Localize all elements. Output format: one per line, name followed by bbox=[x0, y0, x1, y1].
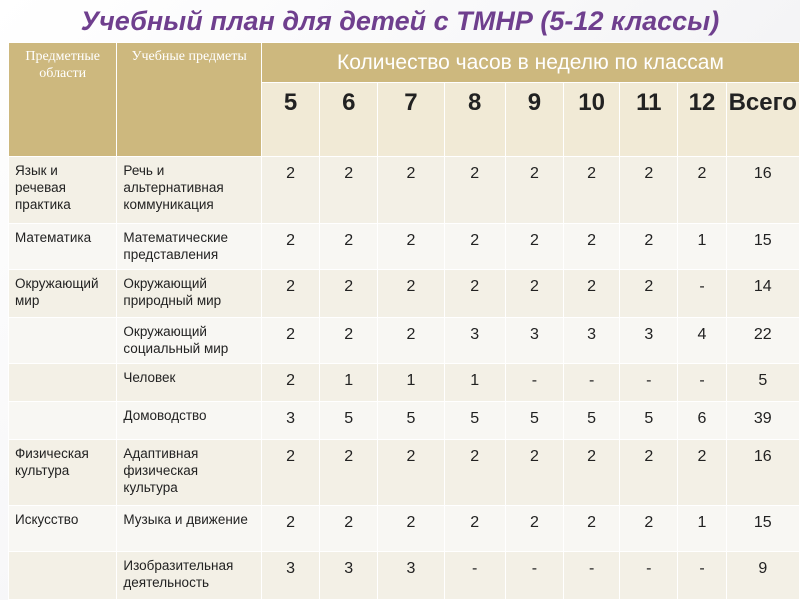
hours-cell-grade-10: 2 bbox=[564, 506, 620, 552]
grade-header-9: 9 bbox=[505, 83, 563, 157]
hours-cell-grade-10: 2 bbox=[564, 440, 620, 506]
subject-cell: Математические представления bbox=[117, 224, 262, 270]
hours-cell-grade-12: - bbox=[678, 270, 726, 318]
hours-cell-grade-7: 2 bbox=[378, 270, 444, 318]
hours-cell-grade-7: 2 bbox=[378, 318, 444, 364]
subject-cell: Музыка и движение bbox=[117, 506, 262, 552]
subject-cell: Домоводство bbox=[117, 402, 262, 440]
hours-cell-grade-6: 2 bbox=[320, 318, 378, 364]
grade-header-6: 6 bbox=[320, 83, 378, 157]
hours-cell-grade-11: 2 bbox=[620, 224, 678, 270]
hours-cell-grade-6: 2 bbox=[320, 506, 378, 552]
hours-cell-grade-9: 2 bbox=[505, 440, 563, 506]
hours-cell-grade-6: 5 bbox=[320, 402, 378, 440]
total-hours-cell: 16 bbox=[726, 440, 799, 506]
hours-cell-grade-5: 2 bbox=[261, 224, 319, 270]
hours-cell-grade-7: 2 bbox=[378, 157, 444, 224]
hours-cell-grade-5: 2 bbox=[261, 506, 319, 552]
hours-cell-grade-6: 2 bbox=[320, 224, 378, 270]
hours-cell-grade-9: 2 bbox=[505, 224, 563, 270]
hours-cell-grade-5: 3 bbox=[261, 552, 319, 600]
total-hours-cell: 39 bbox=[726, 402, 799, 440]
table-row bbox=[9, 224, 800, 270]
total-hours-cell: 15 bbox=[726, 506, 799, 552]
grade-header-7: 7 bbox=[378, 83, 444, 157]
hours-cell-grade-10: 2 bbox=[564, 270, 620, 318]
page-title: Учебный план для детей с ТМНР (5-12 классы) bbox=[80, 6, 720, 36]
hours-cell-grade-11: 3 bbox=[620, 318, 678, 364]
hours-cell-grade-5: 2 bbox=[261, 318, 319, 364]
hours-cell-grade-8: - bbox=[444, 552, 505, 600]
hours-cell-grade-12: 1 bbox=[678, 506, 726, 552]
hours-cell-grade-10: - bbox=[564, 364, 620, 402]
hours-cell-grade-9: - bbox=[505, 552, 563, 600]
hours-cell-grade-6: 3 bbox=[320, 552, 378, 600]
hours-cell-grade-10: 3 bbox=[564, 318, 620, 364]
hours-cell-grade-10: 2 bbox=[564, 157, 620, 224]
hours-cell-grade-7: 3 bbox=[378, 552, 444, 600]
hours-cell-grade-7: 2 bbox=[378, 440, 444, 506]
hours-cell-grade-5: 2 bbox=[261, 440, 319, 506]
grade-header-8: 8 bbox=[444, 83, 505, 157]
hours-cell-grade-11: - bbox=[620, 364, 678, 402]
hours-cell-grade-8: 2 bbox=[444, 506, 505, 552]
hours-cell-grade-9: - bbox=[505, 364, 563, 402]
hours-cell-grade-11: 5 bbox=[620, 402, 678, 440]
total-hours-cell: 14 bbox=[726, 270, 799, 318]
grade-header-5: 5 bbox=[261, 83, 319, 157]
subject-area-cell bbox=[9, 318, 117, 364]
hours-cell-grade-9: 2 bbox=[505, 506, 563, 552]
hours-cell-grade-9: 2 bbox=[505, 270, 563, 318]
hours-cell-grade-7: 1 bbox=[378, 364, 444, 402]
total-hours-cell: 22 bbox=[726, 318, 799, 364]
subject-cell: Речь и альтернативная коммуникация bbox=[117, 157, 262, 224]
subject-area-cell: Математика bbox=[9, 224, 117, 270]
hours-cell-grade-10: 2 bbox=[564, 224, 620, 270]
hours-cell-grade-11: 2 bbox=[620, 157, 678, 224]
hours-cell-grade-5: 2 bbox=[261, 364, 319, 402]
hours-cell-grade-8: 2 bbox=[444, 224, 505, 270]
subject-area-cell: Окружающий мир bbox=[9, 270, 117, 318]
hours-cell-grade-6: 2 bbox=[320, 270, 378, 318]
hours-cell-grade-8: 2 bbox=[444, 157, 505, 224]
hours-cell-grade-7: 2 bbox=[378, 224, 444, 270]
subject-cell: Окружающий социальный мир bbox=[117, 318, 262, 364]
header-subject-areas: Предметные области bbox=[9, 43, 117, 157]
table-row bbox=[9, 440, 800, 506]
grade-header-10: 10 bbox=[564, 83, 620, 157]
hours-cell-grade-6: 2 bbox=[320, 157, 378, 224]
hours-cell-grade-11: 2 bbox=[620, 440, 678, 506]
hours-cell-grade-10: - bbox=[564, 552, 620, 600]
hours-cell-grade-12: - bbox=[678, 364, 726, 402]
table-row bbox=[9, 270, 800, 318]
header-subjects: Учебные предметы bbox=[117, 43, 262, 157]
subject-area-cell: Искусство bbox=[9, 506, 117, 552]
subject-cell: Адаптивная физическая культура bbox=[117, 440, 262, 506]
subject-cell: Окружающий природный мир bbox=[117, 270, 262, 318]
grade-header-11: 11 bbox=[620, 83, 678, 157]
hours-cell-grade-12: 2 bbox=[678, 440, 726, 506]
hours-cell-grade-9: 2 bbox=[505, 157, 563, 224]
hours-cell-grade-5: 2 bbox=[261, 157, 319, 224]
hours-cell-grade-12: 6 bbox=[678, 402, 726, 440]
grade-header-total: Всего bbox=[726, 83, 799, 157]
hours-cell-grade-8: 2 bbox=[444, 440, 505, 506]
total-hours-cell: 5 bbox=[726, 364, 799, 402]
hours-cell-grade-11: 2 bbox=[620, 506, 678, 552]
subject-area-cell bbox=[9, 364, 117, 402]
hours-cell-grade-8: 3 bbox=[444, 318, 505, 364]
table-row bbox=[9, 506, 800, 552]
subject-area-cell bbox=[9, 402, 117, 440]
subject-cell: Изобразительная деятельность bbox=[117, 552, 262, 600]
table-row bbox=[9, 552, 800, 600]
table-row bbox=[9, 318, 800, 364]
total-hours-cell: 9 bbox=[726, 552, 799, 600]
hours-cell-grade-12: 2 bbox=[678, 157, 726, 224]
hours-cell-grade-11: 2 bbox=[620, 270, 678, 318]
hours-cell-grade-7: 2 bbox=[378, 506, 444, 552]
hours-cell-grade-12: 4 bbox=[678, 318, 726, 364]
hours-cell-grade-12: 1 bbox=[678, 224, 726, 270]
hours-cell-grade-8: 2 bbox=[444, 270, 505, 318]
hours-cell-grade-6: 1 bbox=[320, 364, 378, 402]
hours-cell-grade-5: 3 bbox=[261, 402, 319, 440]
hours-cell-grade-9: 5 bbox=[505, 402, 563, 440]
total-hours-cell: 16 bbox=[726, 157, 799, 224]
hours-cell-grade-5: 2 bbox=[261, 270, 319, 318]
table-row bbox=[9, 402, 800, 440]
hours-cell-grade-8: 1 bbox=[444, 364, 505, 402]
grade-header-12: 12 bbox=[678, 83, 726, 157]
hours-cell-grade-9: 3 bbox=[505, 318, 563, 364]
subject-area-cell: Язык и речевая практика bbox=[9, 157, 117, 224]
hours-cell-grade-7: 5 bbox=[378, 402, 444, 440]
subject-area-cell bbox=[9, 552, 117, 600]
table-row bbox=[9, 364, 800, 402]
subject-area-cell: Физическая культура bbox=[9, 440, 117, 506]
hours-cell-grade-8: 5 bbox=[444, 402, 505, 440]
hours-cell-grade-11: - bbox=[620, 552, 678, 600]
table-body bbox=[9, 157, 800, 600]
hours-cell-grade-10: 5 bbox=[564, 402, 620, 440]
hours-cell-grade-12: - bbox=[678, 552, 726, 600]
subject-cell: Человек bbox=[117, 364, 262, 402]
curriculum-table bbox=[8, 42, 800, 600]
table-row bbox=[9, 157, 800, 224]
header-hours-per-week: Количество часов в неделю по классам bbox=[261, 43, 799, 83]
total-hours-cell: 15 bbox=[726, 224, 799, 270]
hours-cell-grade-6: 2 bbox=[320, 440, 378, 506]
